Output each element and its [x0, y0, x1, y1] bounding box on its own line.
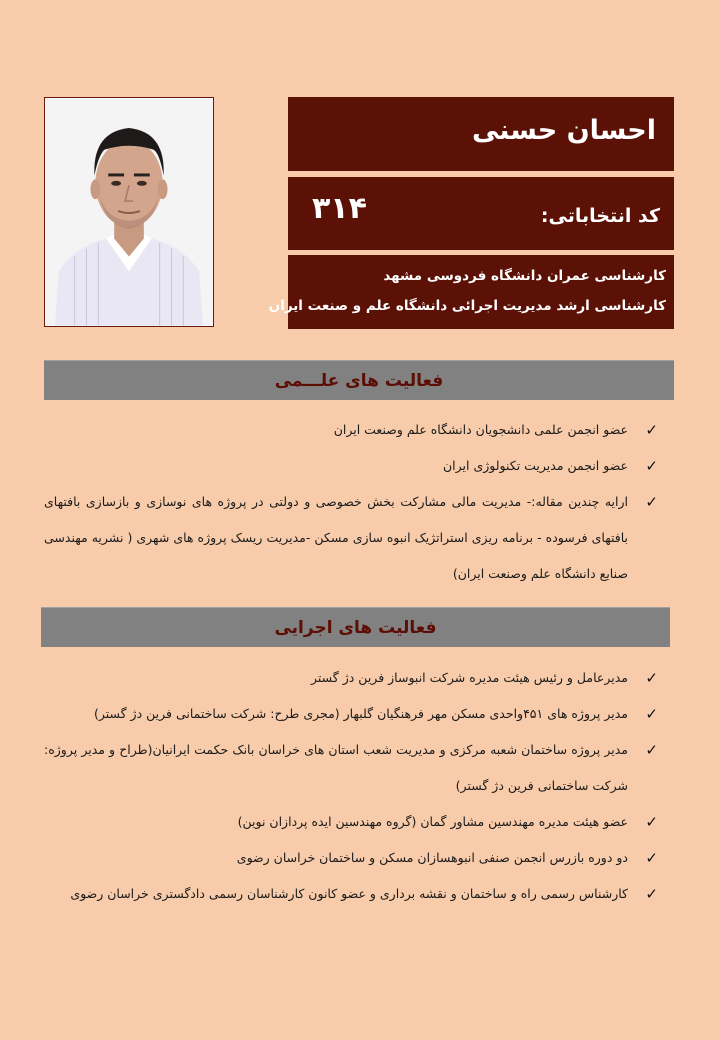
list-item [44, 412, 664, 448]
list-item [44, 804, 664, 840]
executive-activities-list [44, 660, 664, 912]
candidate-name: احسان حسنی [471, 115, 656, 146]
check-icon: ✓ [645, 493, 658, 511]
check-icon: ✓ [645, 849, 658, 867]
executive-activities-header [41, 607, 670, 647]
election-code-box [288, 177, 674, 250]
election-code-number: ۳۱۴ [312, 191, 367, 226]
list-item-text: دو دوره بازرس انجمن صنفی انبوهسازان مسکن و ساختمان خراسان رضوی [236, 850, 628, 865]
list-item-text: کارشناس رسمی راه و ساختمان و نقشه برداری و عضو کانون کارشناسان رسمی دادگستری خراسان رضوی [70, 886, 628, 901]
scientific-activities-title: فعالیت های علـــمی [274, 371, 444, 391]
scientific-activities-header [44, 360, 674, 400]
check-icon: ✓ [645, 813, 658, 831]
list-item [44, 660, 664, 696]
check-icon: ✓ [645, 669, 658, 687]
list-item [44, 484, 664, 592]
education-bachelor: کارشناسی عمران دانشگاه فردوسی مشهد [383, 268, 666, 284]
list-item [44, 876, 664, 912]
portrait-photo [44, 97, 214, 327]
list-item-text: مدیر پروژه ساختمان شعبه مرکزی و مدیریت شعب استان های خراسان بانک حکمت ایرانیان(طراح و مدیر پروژه: شرکت ساختمانی فرین دژ گستر) [44, 742, 628, 793]
executive-activities-title: فعالیت های اجرایی [274, 618, 437, 638]
list-item [44, 696, 664, 732]
name-box [288, 97, 674, 171]
list-item-text: عضو هیئت مدیره مهندسین مشاور گمان (گروه مهندسین ایده پردازان نوین) [237, 814, 628, 829]
education-box [268, 255, 674, 329]
list-item-text: عضو انجمن علمی دانشجویان دانشگاه علم وصنعت ایران [333, 422, 628, 437]
list-item-text: مدیرعامل و رئیس هیئت مدیره شرکت انبوساز فرین دژ گستر [310, 670, 628, 685]
check-icon: ✓ [645, 421, 658, 439]
check-icon: ✓ [645, 457, 658, 475]
list-item [44, 448, 664, 484]
check-icon: ✓ [645, 741, 658, 759]
scientific-activities-list [44, 412, 664, 592]
list-item-text: ارایه چندین مقاله:- مدیریت مالی مشارکت بخش خصوصی و دولتی در پروژه های نوسازی و بازسازی بافتهای بافتهای فرسوده - برنامه ریزی استراتژیک انبوه سازی مسکن -مدیریت ریسک پروژه های شهری ( نشریه مهندسی صنایع دانشگاه علم وصنعت ایران) [44, 494, 628, 581]
list-item-text: مدیر پروژه های ۴۵۱واحدی مسکن مهر فرهنگیان گلبهار (مجری طرح: شرکت ساختمانی فرین دژ گستر) [93, 706, 628, 721]
check-icon: ✓ [645, 885, 658, 903]
list-item [44, 732, 664, 804]
election-code-label: کد انتخاباتی: [540, 205, 660, 227]
list-item-text: عضو انجمن مدیریت تکنولوژی ایران [443, 458, 628, 473]
check-icon: ✓ [645, 705, 658, 723]
list-item [44, 840, 664, 876]
education-master: کارشناسی ارشد مدیریت اجرائی دانشگاه علم و صنعت ایران [268, 298, 666, 314]
